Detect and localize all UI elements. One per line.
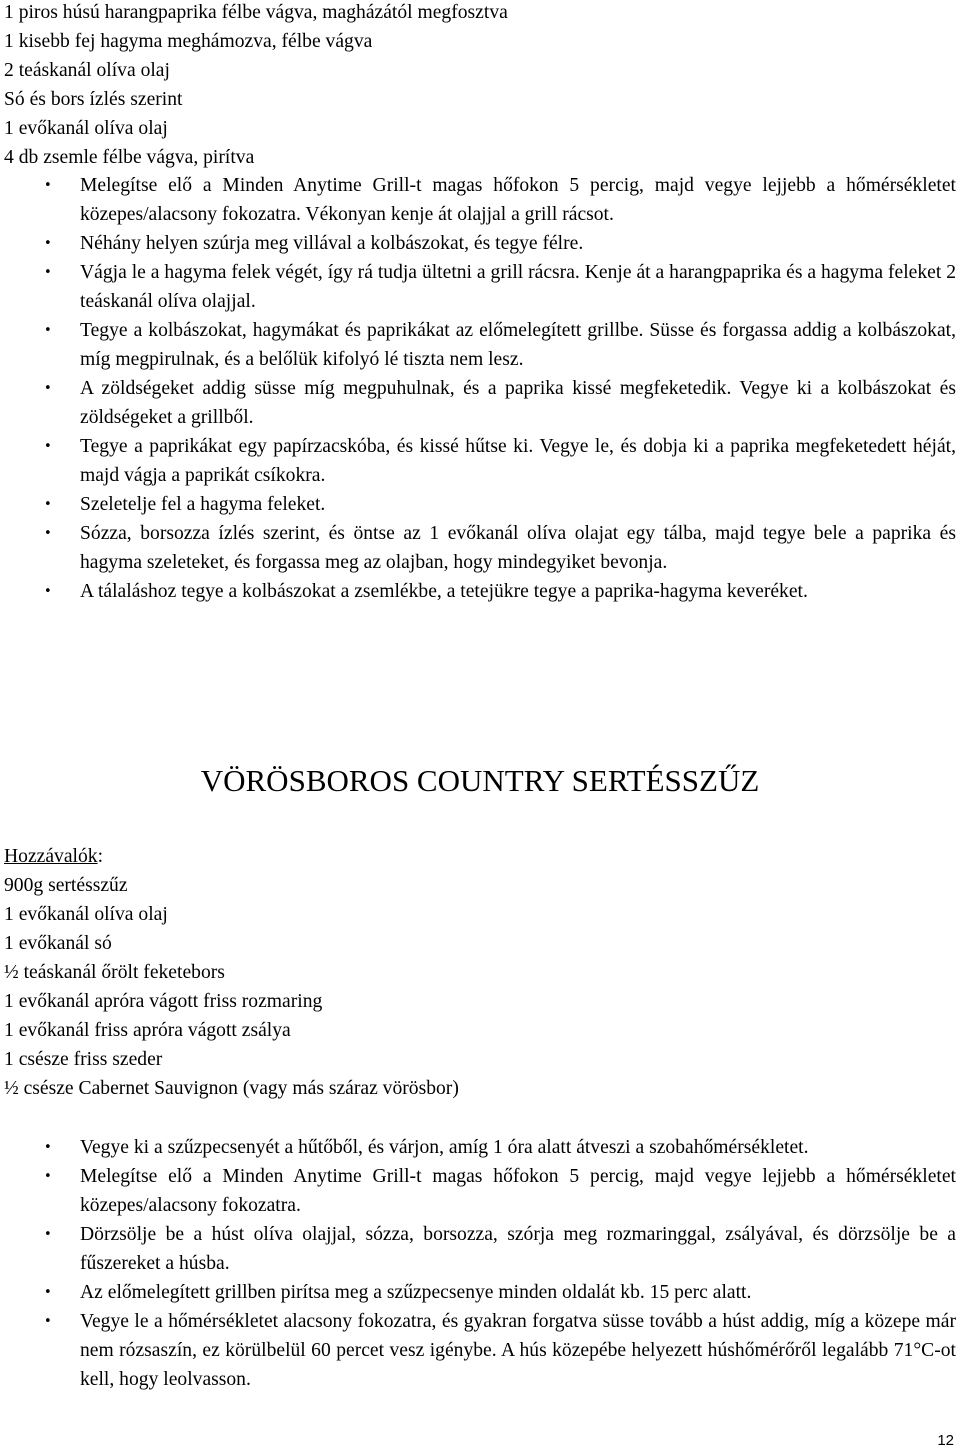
ingredient-line: 1 evőkanál olíva olaj xyxy=(4,904,168,925)
step-item xyxy=(0,229,956,258)
step-text: A zöldségeket addig süsse míg megpuhulnak, és a paprika kissé megfeketedik. Vegye ki a kolbászokat és zöldségeket a grillből. xyxy=(80,378,956,428)
bullet-icon: • xyxy=(44,1140,52,1155)
bullet-icon: • xyxy=(44,1227,52,1242)
bullet-icon: • xyxy=(44,236,52,251)
step-text: Tegye a kolbászokat, hagymákat és paprikákat az előmelegített grillbe. Süsse és forgassa addig a kolbászokat, míg megpirulnak, és a belőlük kifolyó lé tiszta nem lesz. xyxy=(80,320,956,370)
bullet-icon: • xyxy=(44,584,52,599)
page-number: 12 xyxy=(937,1432,954,1449)
step-text: Melegítse elő a Minden Anytime Grill-t magas hőfokon 5 percig, majd vegye lejjebb a hőmérsékletet közepes/alacsony fokozatra. Vékonyan kenje át olajjal a grill rácsot. xyxy=(80,175,956,225)
step-item xyxy=(0,432,956,490)
ingredient-line: ½ csésze Cabernet Sauvignon (vagy más száraz vörösbor) xyxy=(4,1078,459,1099)
recipe-title-text: VÖRÖSBOROS COUNTRY SERTÉSSZŰZ xyxy=(200,763,760,798)
ingredient-line: 2 teáskanál olíva olaj xyxy=(4,60,170,81)
step-text: Melegítse elő a Minden Anytime Grill-t magas hőfokon 5 percig, majd vegye lejjebb a hőmérsékletet közepes/alacsony fokozatra. xyxy=(80,1166,956,1216)
ingredient-line: 1 piros húsú harangpaprika félbe vágva, magházától megfosztva xyxy=(4,2,508,23)
ingredients-heading xyxy=(4,842,103,871)
recipe-title xyxy=(0,760,960,802)
ingredient-line: ½ teáskanál őrölt feketebors xyxy=(4,962,225,983)
ingredients-list-top xyxy=(4,0,508,172)
step-item xyxy=(0,1278,956,1307)
step-item xyxy=(0,1220,956,1278)
step-item xyxy=(0,490,956,519)
step-item xyxy=(0,1162,956,1220)
step-item xyxy=(0,316,956,374)
ingredient-line: 900g sertésszűz xyxy=(4,875,128,896)
step-item xyxy=(0,1133,956,1162)
bullet-icon: • xyxy=(44,381,52,396)
ingredients-heading-text: Hozzávalók xyxy=(4,846,98,867)
bullet-icon: • xyxy=(44,323,52,338)
step-item xyxy=(0,171,956,229)
step-text: Dörzsölje be a húst olíva olajjal, sózza, borsozza, szórja meg rozmaringgal, zsályával, és dörzsölje be a fűszereket a húsba. xyxy=(80,1224,956,1274)
bullet-icon: • xyxy=(44,526,52,541)
step-text: Sózza, borsozza ízlés szerint, és öntse az 1 evőkanál olíva olajat egy tálba, majd tegye bele a paprika és hagyma szeleteket, és forgassa meg az olajban, hogy mindegyiket bevonja. xyxy=(80,523,956,573)
ingredient-line: 1 evőkanál friss apróra vágott zsálya xyxy=(4,1020,291,1041)
step-text: Szeletelje fel a hagyma feleket. xyxy=(80,494,326,515)
step-item xyxy=(0,1307,956,1394)
step-item xyxy=(0,374,956,432)
bullet-icon: • xyxy=(44,1314,52,1329)
bullet-icon: • xyxy=(44,439,52,454)
step-text: Az előmelegített grillben pirítsa meg a szűzpecsenye minden oldalát kb. 15 perc alatt. xyxy=(80,1282,752,1303)
step-item xyxy=(0,258,956,316)
step-item xyxy=(0,519,956,577)
step-text: Tegye a paprikákat egy papírzacskóba, és kissé hűtse ki. Vegye le, és dobja ki a paprika megfeketedett héját, majd vágja a paprikát csíkokra. xyxy=(80,436,956,486)
ingredient-line: Só és bors ízlés szerint xyxy=(4,89,183,110)
ingredients-list-bottom xyxy=(4,871,459,1103)
ingredient-line: 4 db zsemle félbe vágva, pirítva xyxy=(4,147,255,168)
ingredient-line: 1 kisebb fej hagyma meghámozva, félbe vágva xyxy=(4,31,373,52)
steps-list-bottom xyxy=(0,1133,956,1394)
steps-list-top xyxy=(0,171,956,606)
ingredient-line: 1 evőkanál apróra vágott friss rozmaring xyxy=(4,991,323,1012)
bullet-icon: • xyxy=(44,1285,52,1300)
step-text: Vegye ki a szűzpecsenyét a hűtőből, és várjon, amíg 1 óra alatt átveszi a szobahőmérsékletet. xyxy=(80,1137,809,1158)
bullet-icon: • xyxy=(44,497,52,512)
step-text: Vegye le a hőmérsékletet alacsony fokozatra, és gyakran forgatva süsse tovább a húst addig, míg a közepe már nem rózsaszín, ez körülbelül 60 percet vesz igénybe. A hús közepébe helyezett húshőmérőről legalább 71°C-ot kell, hogy leolvasson. xyxy=(80,1311,956,1390)
step-text: Vágja le a hagyma felek végét, így rá tudja ültetni a grill rácsra. Kenje át a harangpaprika és a hagyma feleket 2 teáskanál olíva olajjal. xyxy=(80,262,956,312)
step-item xyxy=(0,577,956,606)
step-text: Néhány helyen szúrja meg villával a kolbászokat, és tegye félre. xyxy=(80,233,584,254)
ingredients-heading-colon: : xyxy=(97,846,104,867)
ingredient-line: 1 csésze friss szeder xyxy=(4,1049,163,1070)
bullet-icon: • xyxy=(44,265,52,280)
ingredient-line: 1 evőkanál só xyxy=(4,933,112,954)
step-text: A tálaláshoz tegye a kolbászokat a zsemlékbe, a tetejükre tegye a paprika-hagyma keveréket. xyxy=(80,581,808,602)
ingredient-line: 1 evőkanál olíva olaj xyxy=(4,118,168,139)
bullet-icon: • xyxy=(44,1169,52,1184)
bullet-icon: • xyxy=(44,178,52,193)
